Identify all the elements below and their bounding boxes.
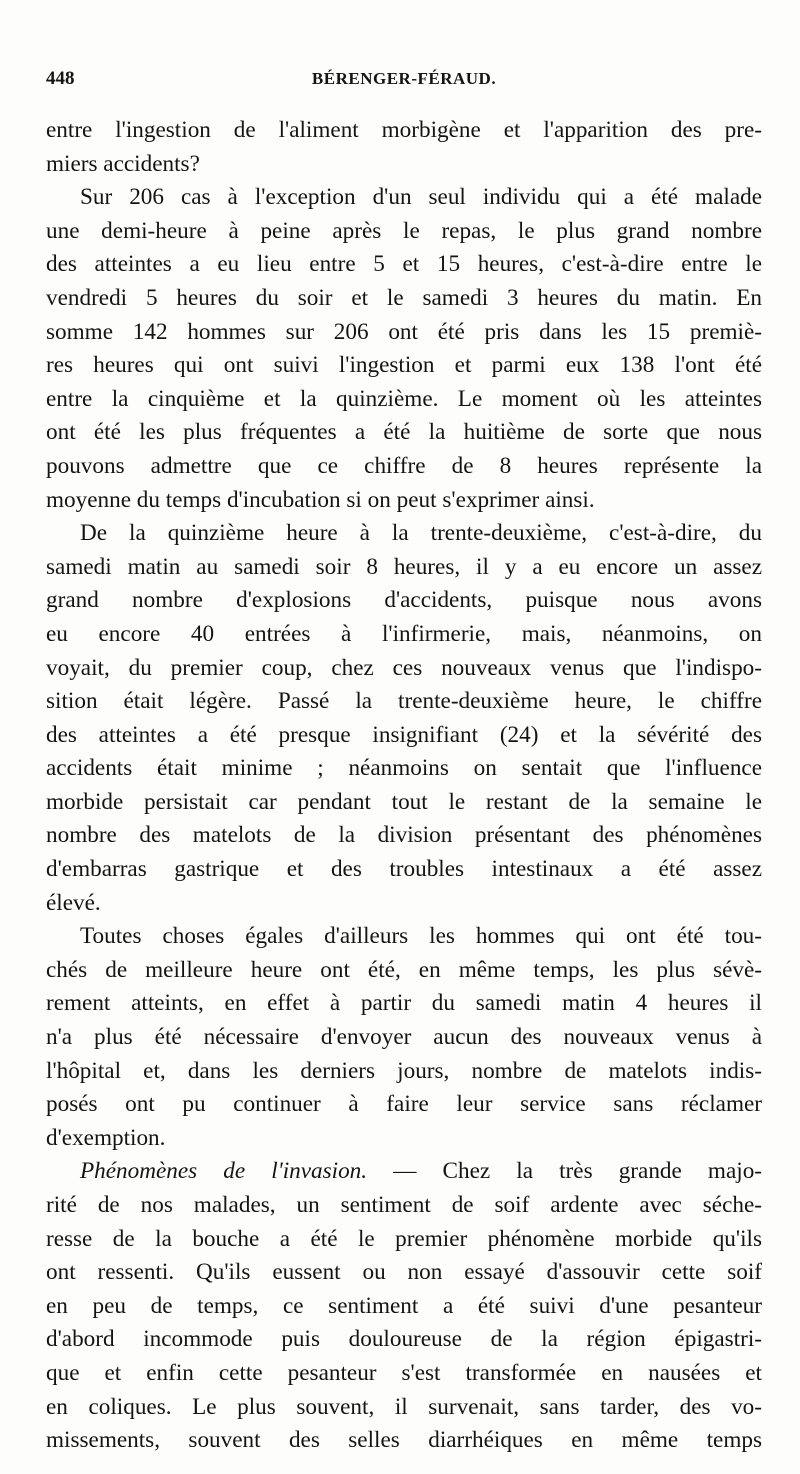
text-line: moyenne du temps d'incubation si on peut s'exprimer ainsi. — [46, 486, 595, 513]
text-line: — Chez la très grande majo- — [393, 1158, 763, 1185]
text-line: pouvons admettre que ce chiffre de 8 heures représente la — [46, 452, 762, 479]
text-line: l'hôpital et, dans les derniers jours, nombre de matelots indis- — [46, 1057, 762, 1084]
text-line: rement atteints, en effet à partir du samedi matin 4 heures il — [46, 990, 762, 1017]
text-line: ont ressenti. Qu'ils eussent ou non essayé d'assouvir cette soif — [46, 1259, 762, 1286]
text-line: posés ont pu continuer à faire leur service sans réclamer — [46, 1091, 762, 1118]
text-line: eu encore 40 entrées à l'infirmerie, mais, néanmoins, on — [46, 620, 762, 647]
text-line: vendredi 5 heures du soir et le samedi 3 heures du matin. En — [46, 284, 762, 311]
text-line: sition était légère. Passé la trente-deuxième heure, le chiffre — [46, 688, 762, 715]
text-line: entre l'ingestion de l'aliment morbigène et l'apparition des pre- — [46, 117, 762, 143]
text-line: d'embarras gastrique et des troubles intestinaux a été assez — [46, 856, 762, 883]
section-heading: Phénomènes de l'invasion. — [80, 1158, 368, 1185]
text-line: en coliques. Le plus souvent, il survenait, sans tarder, des vo- — [46, 1393, 762, 1420]
text-line: des atteintes a été presque insignifiant (24) et la sévérité des — [46, 721, 762, 748]
text-line: miers accidents? — [46, 150, 200, 177]
running-head — [46, 68, 762, 98]
text-line: res heures qui ont suivi l'ingestion et parmi eux 138 l'ont été — [46, 352, 762, 379]
text-line: d'abord incommode puis douloureuse de la région épigastri- — [46, 1326, 762, 1353]
text-line: morbide persistait car pendant tout le restant de la semaine le — [46, 788, 762, 815]
text-line: chés de meilleure heure ont été, en même temps, les plus sévè- — [46, 956, 762, 983]
text-line: n'a plus été nécessaire d'envoyer aucun des nouveaux venus à — [46, 1024, 762, 1051]
text-line: samedi matin au samedi soir 8 heures, il y a eu encore un assez — [46, 553, 762, 580]
text-line: une demi-heure à peine après le repas, le plus grand nombre — [46, 217, 762, 244]
text-line: nombre des matelots de la division présentant des phénomènes — [46, 822, 762, 849]
text-line: voyait, du premier coup, chez ces nouveaux venus que l'indispo- — [46, 654, 762, 681]
text-line: grand nombre d'explosions d'accidents, puisque nous avons — [46, 587, 762, 614]
text-line: élevé. — [46, 889, 101, 916]
text-line: ont été les plus fréquentes a été la huitième de sorte que nous — [46, 419, 762, 446]
text-line: De la quinzième heure à la trente-deuxième, c'est-à-dire, du — [80, 520, 762, 547]
text-line: rité de nos malades, un sentiment de soif ardente avec séche- — [46, 1192, 762, 1218]
text-line: que et enfin cette pesanteur s'est transformée en nausées et — [46, 1359, 762, 1386]
text-line: en peu de temps, ce sentiment a été suivi d'une pesanteur — [46, 1292, 762, 1319]
text-line: somme 142 hommes sur 206 ont été pris dans les 15 premiè- — [46, 318, 762, 345]
text-line: resse de la bouche a été le premier phénomène morbide qu'ils — [46, 1225, 762, 1252]
section-heading-line — [46, 1155, 762, 1189]
text-line: entre la cinquième et la quinzième. Le moment où les atteintes — [46, 385, 762, 412]
text-line: Sur 206 cas à l'exception d'un seul individu qui a été malade — [80, 184, 762, 211]
text-line: des atteintes a eu lieu entre 5 et 15 heures, c'est-à-dire entre le — [46, 251, 762, 278]
text-line: Toutes choses égales d'ailleurs les hommes qui ont été tou- — [80, 923, 762, 950]
text-line: missements, souvent des selles diarrhéiques en même temps — [46, 1427, 762, 1454]
text-line: accidents était minime ; néanmoins on sentait que l'influence — [46, 755, 762, 782]
page-number: 448 — [46, 68, 75, 89]
text-line: d'exemption. — [46, 1124, 166, 1151]
running-title: BÉRENGER-FÉRAUD. — [311, 69, 497, 88]
body-text — [46, 114, 762, 1458]
